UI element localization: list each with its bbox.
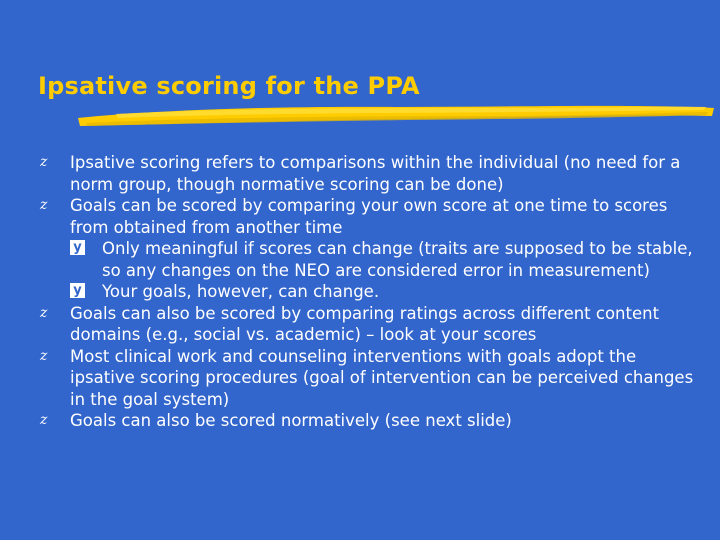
sub-bullet-text: Only meaningful if scores can change (traits are supposed to be stable, so any changes on the NEO are considered error in measurement) [102,239,693,280]
bullet-marker-icon: z [40,347,48,364]
title-underline-brushstroke [76,96,716,132]
bullet-text: Most clinical work and counseling interventions with goals adopt the ipsative scoring procedures (goal of intervention can be perceived changes in the goal system) [70,346,694,409]
bullet-text: Goals can also be scored by comparing ratings across different content domains (e.g., social vs. academic) – look at your scores [70,303,660,344]
bullet-marker-icon: z [40,154,48,170]
bullet-item [40,410,700,432]
bullet-item [40,346,700,411]
sub-bullet-marker-icon: y [70,240,85,255]
bullet-item [40,303,700,346]
bullet-text: Ipsative scoring refers to comparisons within the individual (no need for a norm group, though normative scoring can be done) [70,153,681,194]
slide-title: Ipsative scoring for the PPA [38,72,420,100]
bullet-marker-icon: z [40,412,48,428]
bullet-item [40,152,700,195]
sub-bullet-text: Your goals, however, can change. [102,282,380,301]
sub-bullet-marker-icon: y [70,283,85,298]
bullet-item [40,195,700,238]
sub-bullet-item [40,281,700,303]
sub-bullet-item [40,238,700,281]
bullet-text: Goals can also be scored normatively (see next slide) [70,411,512,430]
bullet-text: Goals can be scored by comparing your own score at one time to scores from obtained from another time [70,196,668,237]
bullet-list [40,152,700,432]
bullet-marker-icon: z [40,197,48,213]
bullet-marker-icon: z [40,304,48,321]
